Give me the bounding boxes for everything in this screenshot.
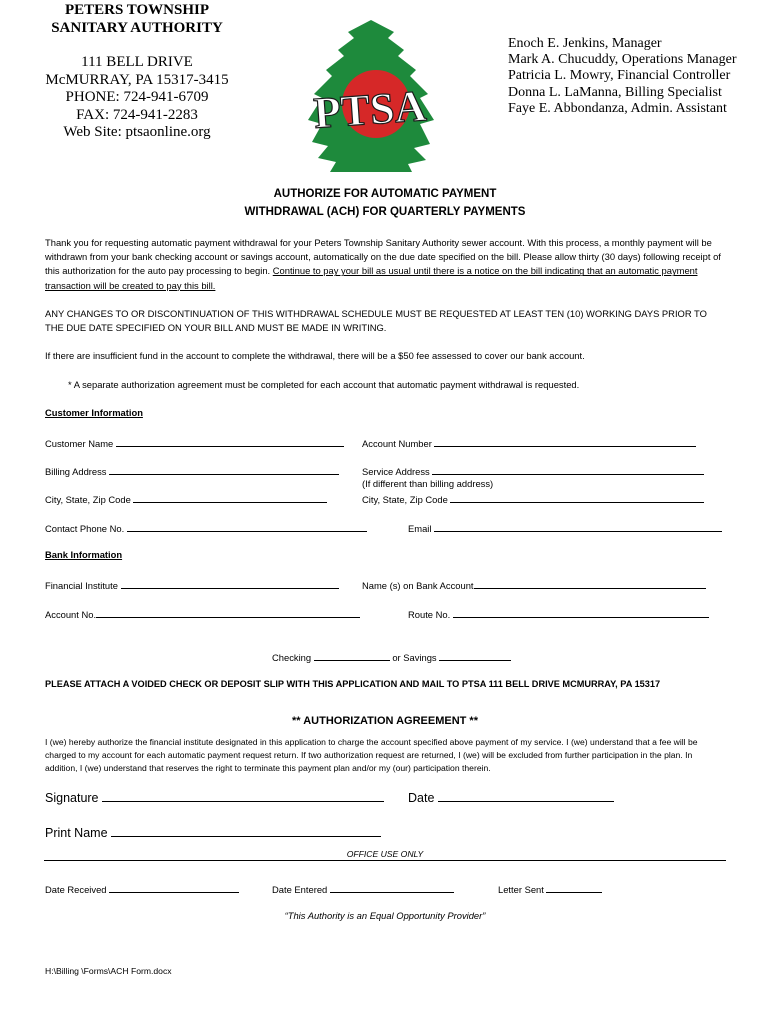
phone: PHONE: 724-941-6709 bbox=[65, 89, 209, 105]
staff-manager: Enoch E. Jenkins, Manager bbox=[508, 36, 662, 51]
intro-paragraph bbox=[45, 236, 727, 293]
date-received-field bbox=[45, 882, 239, 896]
equal-opportunity-statement: “This Authority is an Equal Opportunity Provider” bbox=[284, 910, 486, 921]
financial-institute-line[interactable] bbox=[121, 578, 339, 589]
print-name-field bbox=[45, 824, 381, 840]
address-line1: 111 BELL DRIVE bbox=[81, 54, 193, 70]
account-no-line[interactable] bbox=[96, 607, 360, 618]
name-on-bank-field bbox=[362, 578, 706, 592]
savings-label: or Savings bbox=[392, 652, 437, 663]
checking-line[interactable] bbox=[314, 650, 390, 661]
staff-admin-assistant: Faye E. Abbondanza, Admin. Assistant bbox=[508, 100, 727, 116]
route-no-line[interactable] bbox=[453, 607, 709, 618]
email-field bbox=[408, 521, 722, 535]
email-label: Email bbox=[408, 523, 432, 534]
service-city-state-zip-field bbox=[362, 492, 704, 506]
intro-underlined-text: Continue to pay your bill as usual until there is a notice on the bill indicating that an automatic payment transaction will be created to pay this bill. bbox=[45, 265, 698, 291]
date-entered-line[interactable] bbox=[330, 882, 454, 893]
account-no-label: Account No. bbox=[45, 609, 97, 620]
service-address-line[interactable] bbox=[432, 464, 704, 475]
account-type-field bbox=[272, 650, 511, 664]
account-no-field bbox=[45, 607, 360, 621]
website: Web Site: ptsaonline.org bbox=[63, 124, 211, 140]
route-no-label: Route No. bbox=[408, 609, 451, 620]
city-state-zip-line[interactable] bbox=[133, 492, 327, 503]
signature-label: Signature bbox=[45, 791, 99, 805]
address-line2: McMURRAY, PA 15317-3415 bbox=[45, 71, 229, 88]
signature-line[interactable] bbox=[102, 789, 384, 802]
account-number-line[interactable] bbox=[434, 436, 696, 447]
contact-phone-line[interactable] bbox=[127, 521, 367, 532]
signature-field bbox=[45, 789, 384, 805]
service-address-label: Service Address bbox=[362, 466, 430, 477]
checking-label: Checking bbox=[272, 652, 312, 663]
city-state-zip-label: City, State, Zip Code bbox=[45, 494, 131, 505]
authorization-agreement-text: I (we) hereby authorize the financial institute designated in this application to charge the account specified above payment of my service. I (we) understand that a fee will be charged to my account for each automatic payment request return. If two authorization request are returned, I (we) will be excluded from further participation in the plan. In addition, I (we) understand that reserves the right to terminate this payment plan and/or my (our) participation therein. bbox=[45, 737, 698, 773]
contact-phone-field bbox=[45, 521, 367, 535]
route-no-field bbox=[408, 607, 709, 621]
fax: FAX: 724-941-2283 bbox=[76, 106, 198, 123]
contact-phone-label: Contact Phone No. bbox=[45, 523, 125, 534]
logo-text: PTSA bbox=[312, 81, 428, 138]
print-name-line[interactable] bbox=[111, 824, 381, 837]
account-number-field bbox=[362, 436, 696, 450]
form-title bbox=[0, 185, 770, 221]
staff-operations-manager: Mark A. Chucuddy, Operations Manager bbox=[508, 52, 737, 68]
customer-name-field bbox=[45, 436, 344, 450]
file-path-footer: H:\Billing \Forms\ACH Form.docx bbox=[45, 966, 172, 976]
savings-line[interactable] bbox=[439, 650, 511, 661]
print-name-label: Print Name bbox=[45, 826, 108, 840]
city-state-zip-field bbox=[45, 492, 327, 506]
date-label: Date bbox=[408, 791, 435, 805]
form-title-line2: WITHDRAWAL (ACH) FOR QUARTERLY PAYMENTS bbox=[244, 206, 526, 218]
office-use-divider bbox=[44, 860, 726, 861]
service-city-state-zip-line[interactable] bbox=[450, 492, 704, 503]
financial-institute-field bbox=[45, 578, 339, 592]
organization-address-block bbox=[30, 2, 244, 142]
billing-address-field bbox=[45, 464, 339, 478]
letter-sent-label: Letter Sent bbox=[498, 884, 544, 895]
account-number-label: Account Number bbox=[362, 438, 432, 449]
staff-list bbox=[508, 36, 736, 117]
customer-information-heading: Customer Information bbox=[45, 407, 143, 418]
billing-address-line[interactable] bbox=[109, 464, 339, 475]
date-entered-field bbox=[272, 882, 454, 896]
changes-notice: ANY CHANGES TO OR DISCONTINUATION OF THIS WITHDRAWAL SCHEDULE MUST BE REQUESTED AT LEAST TEN (10) WORKING DAYS PRIOR TO THE DUE DATE SPECIFIED ON YOUR BILL AND MUST BE MADE IN WRITING. bbox=[45, 308, 707, 334]
service-address-note: (If different than billing address) bbox=[362, 478, 494, 489]
ptsa-logo bbox=[300, 20, 442, 172]
letter-sent-line[interactable] bbox=[546, 882, 602, 893]
service-city-state-zip-label: City, State, Zip Code bbox=[362, 494, 448, 505]
intro-text: Thank you for requesting automatic payment withdrawal for your Peters Township Sanitary Authority sewer account. With this process, a monthly payment will be withdrawn from your bank checking account or savings account, automatically on the due date specified on the bill. Please allow thirty (30 days) following receipt of this authorization for the auto pay processing to begin. bbox=[45, 237, 721, 277]
service-address-field bbox=[362, 464, 704, 478]
org-name-line1: PETERS TOWNSHIP bbox=[64, 2, 210, 18]
attach-check-notice: PLEASE ATTACH A VOIDED CHECK OR DEPOSIT SLIP WITH THIS APPLICATION AND MAIL TO PTSA 111 BELL DRIVE MCMURRAY, PA 15317 bbox=[45, 679, 661, 689]
org-name-line2: SANITARY AUTHORITY bbox=[51, 19, 223, 36]
letter-sent-field bbox=[498, 882, 602, 896]
authorization-agreement-title: ** AUTHORIZATION AGREEMENT ** bbox=[292, 715, 478, 727]
separate-authorization-note: * A separate authorization agreement must be completed for each account that automatic payment withdrawal is requested. bbox=[68, 379, 580, 390]
billing-address-label: Billing Address bbox=[45, 466, 107, 477]
name-on-bank-line[interactable] bbox=[474, 578, 706, 589]
date-received-label: Date Received bbox=[45, 884, 107, 895]
name-on-bank-label: Name (s) on Bank Account bbox=[362, 580, 474, 591]
bank-information-heading: Bank Information bbox=[45, 549, 123, 560]
date-field bbox=[408, 789, 614, 805]
customer-name-line[interactable] bbox=[116, 436, 344, 447]
form-title-line1: AUTHORIZE FOR AUTOMATIC PAYMENT bbox=[273, 188, 497, 200]
email-line[interactable] bbox=[434, 521, 722, 532]
date-entered-label: Date Entered bbox=[272, 884, 328, 895]
office-use-label: OFFICE USE ONLY bbox=[346, 849, 424, 859]
financial-institute-label: Financial Institute bbox=[45, 580, 118, 591]
insufficient-funds-notice: If there are insufficient fund in the account to complete the withdrawal, there will be a $50 fee assessed to cover our bank account. bbox=[45, 350, 585, 361]
staff-financial-controller: Patricia L. Mowry, Financial Controller bbox=[508, 68, 731, 84]
date-line[interactable] bbox=[438, 789, 614, 802]
staff-billing-specialist: Donna L. LaManna, Billing Specialist bbox=[508, 84, 722, 100]
customer-name-label: Customer Name bbox=[45, 438, 114, 449]
date-received-line[interactable] bbox=[109, 882, 239, 893]
